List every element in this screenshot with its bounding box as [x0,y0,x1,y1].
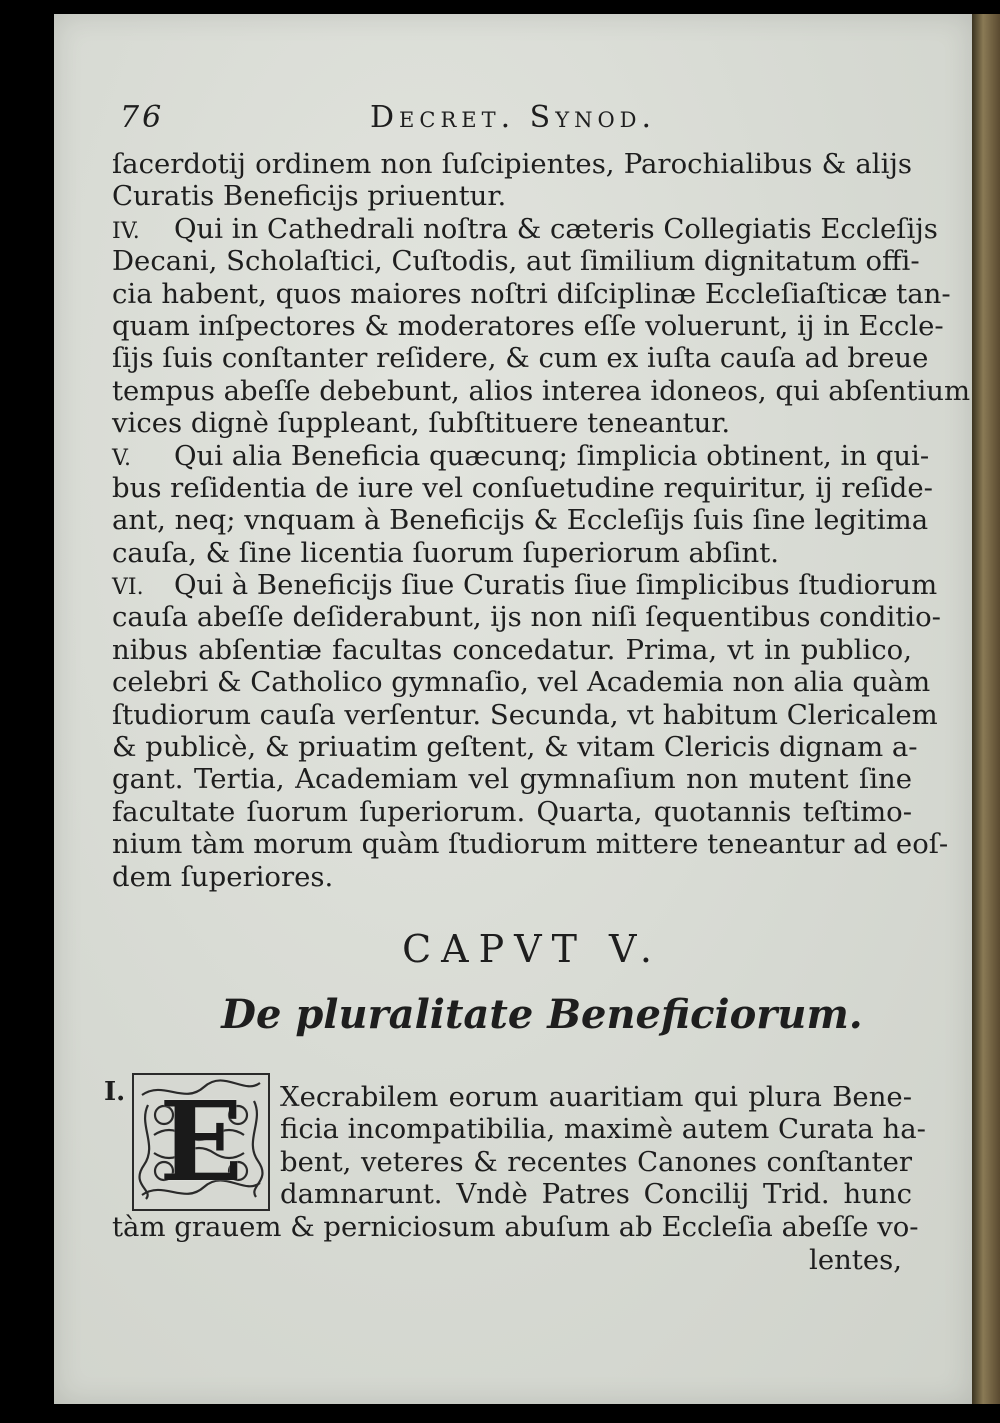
text-line [112,828,949,861]
text-line [112,537,912,569]
text-line: Xecrabilem eorum auaritiam qui plura Bene- [280,1080,912,1113]
text-line: ficia incompatibilia, maximè autem Curata ha- [280,1113,926,1146]
text-line: bent, veteres & recentes Canones conſtanter [280,1145,912,1178]
running-head: Decret. Synod. [370,100,657,135]
line-text: nibus abſentiæ facultas concedatur. Prima, vt in publico, [112,633,912,666]
text-line [112,666,931,699]
line-text: Qui in Cathedrali noſtra & cæteris Collegiatis Eccleſijs [174,212,938,245]
text-line [112,601,941,634]
text-line: tàm grauem & perniciosum abuſum ab Eccleſia abeſſe vo- [112,1210,919,1243]
line-text: vices dignè ſuppleant, ſubſtituere teneantur. [112,407,731,440]
line-text: ant, neq; vnquam à Beneficijs & Eccleſijs ſuis ſine legitima [112,504,929,537]
catchword: lentes, [809,1243,902,1276]
section-number: I. [104,1076,126,1107]
text-line [112,277,951,310]
line-text: Curatis Beneficijs priuentur. [112,180,507,213]
line-text: cia habent, quos maiores noſtri diſciplinæ Eccleſiaſticæ tan- [112,277,951,310]
text-line [112,212,938,245]
text-line [112,245,920,278]
paragraph-number: V. [112,445,132,471]
text-line [112,309,944,342]
line-text: cauſa abeſſe deſiderabunt, ijs non niſi ſequentibus conditio- [112,601,941,634]
line-text: ſtudiorum cauſa verſentur. Secunda, vt habitum Clericalem [112,698,938,731]
paragraph-number: IV. [112,218,140,244]
line-text: nium tàm morum quàm ſtudiorum mittere teneantur ad eoſ- [112,828,949,861]
page-text [104,100,971,1277]
text-line [112,180,912,212]
text-line [112,796,912,828]
text-line [112,407,912,439]
decorated-initial [132,1073,270,1211]
text-line: damnarunt. Vndè Patres Concilij Trid. hunc [280,1178,912,1211]
body-text [112,148,971,893]
initial-letter: E [159,1076,243,1206]
line-text: tempus abeſſe debebunt, alios interea idoneos, qui abſentium [112,374,971,407]
line-text: quam inſpectores & moderatores eſſe voluerunt, ij in Eccle- [112,309,944,342]
line-text: & publicè, & priuatim geſtent, & vitam Clericis dignam a- [112,731,918,764]
text-line [112,698,938,731]
line-text: dem ſuperiores. [112,860,334,893]
line-text: cauſa, & ſine licentia ſuorum ſuperiorum abſint. [112,536,779,569]
text-line [112,569,938,602]
text-line [112,861,912,893]
page-number: 76 [120,100,165,135]
section-one [104,1076,926,1277]
text-line [112,504,929,537]
page-edge [972,14,1000,1404]
line-text: bus reſidentia de iure vel conſuetudine requiritur, ij reſide- [112,471,933,504]
chapter-title: CAPVT V. [402,926,662,971]
line-text: Decani, Scholaſtici, Cuſtodis, aut ſimilium dignitatum offi- [112,245,920,278]
text-line [112,634,912,666]
line-text: gant. Tertia, Academiam vel gymnaſium non mutent ſine [112,763,912,796]
text-line [112,342,929,375]
paragraph-number: VI. [112,575,144,601]
line-text: Qui à Beneficijs ſiue Curatis ſiue ſimplicibus ſtudiorum [174,569,938,602]
line-text: ſijs ſuis conſtanter reſidere, & cum ex iuſta cauſa ad breue [112,342,929,375]
text-line [112,471,933,504]
text-line [112,374,971,407]
page-header [112,100,912,148]
line-text: facultate ſuorum ſuperiorum. Quarta, quotannis teſtimo- [112,795,912,828]
text-line [112,763,912,795]
continued-text [112,1210,919,1243]
line-text: Qui alia Beneficia quæcunq; ſimplicia obtinent, in qui- [174,439,930,472]
text-line [112,439,930,472]
chapter-subtitle: De pluralitate Beneficiorum. [221,990,863,1038]
line-text: ſacerdotij ordinem non ſuſcipientes, Parochialibus & alijs [112,148,912,180]
line-text: celebri & Catholico gymnaſio, vel Academia non alia quàm [112,666,931,699]
text-line [112,731,918,764]
text-line [112,148,912,180]
